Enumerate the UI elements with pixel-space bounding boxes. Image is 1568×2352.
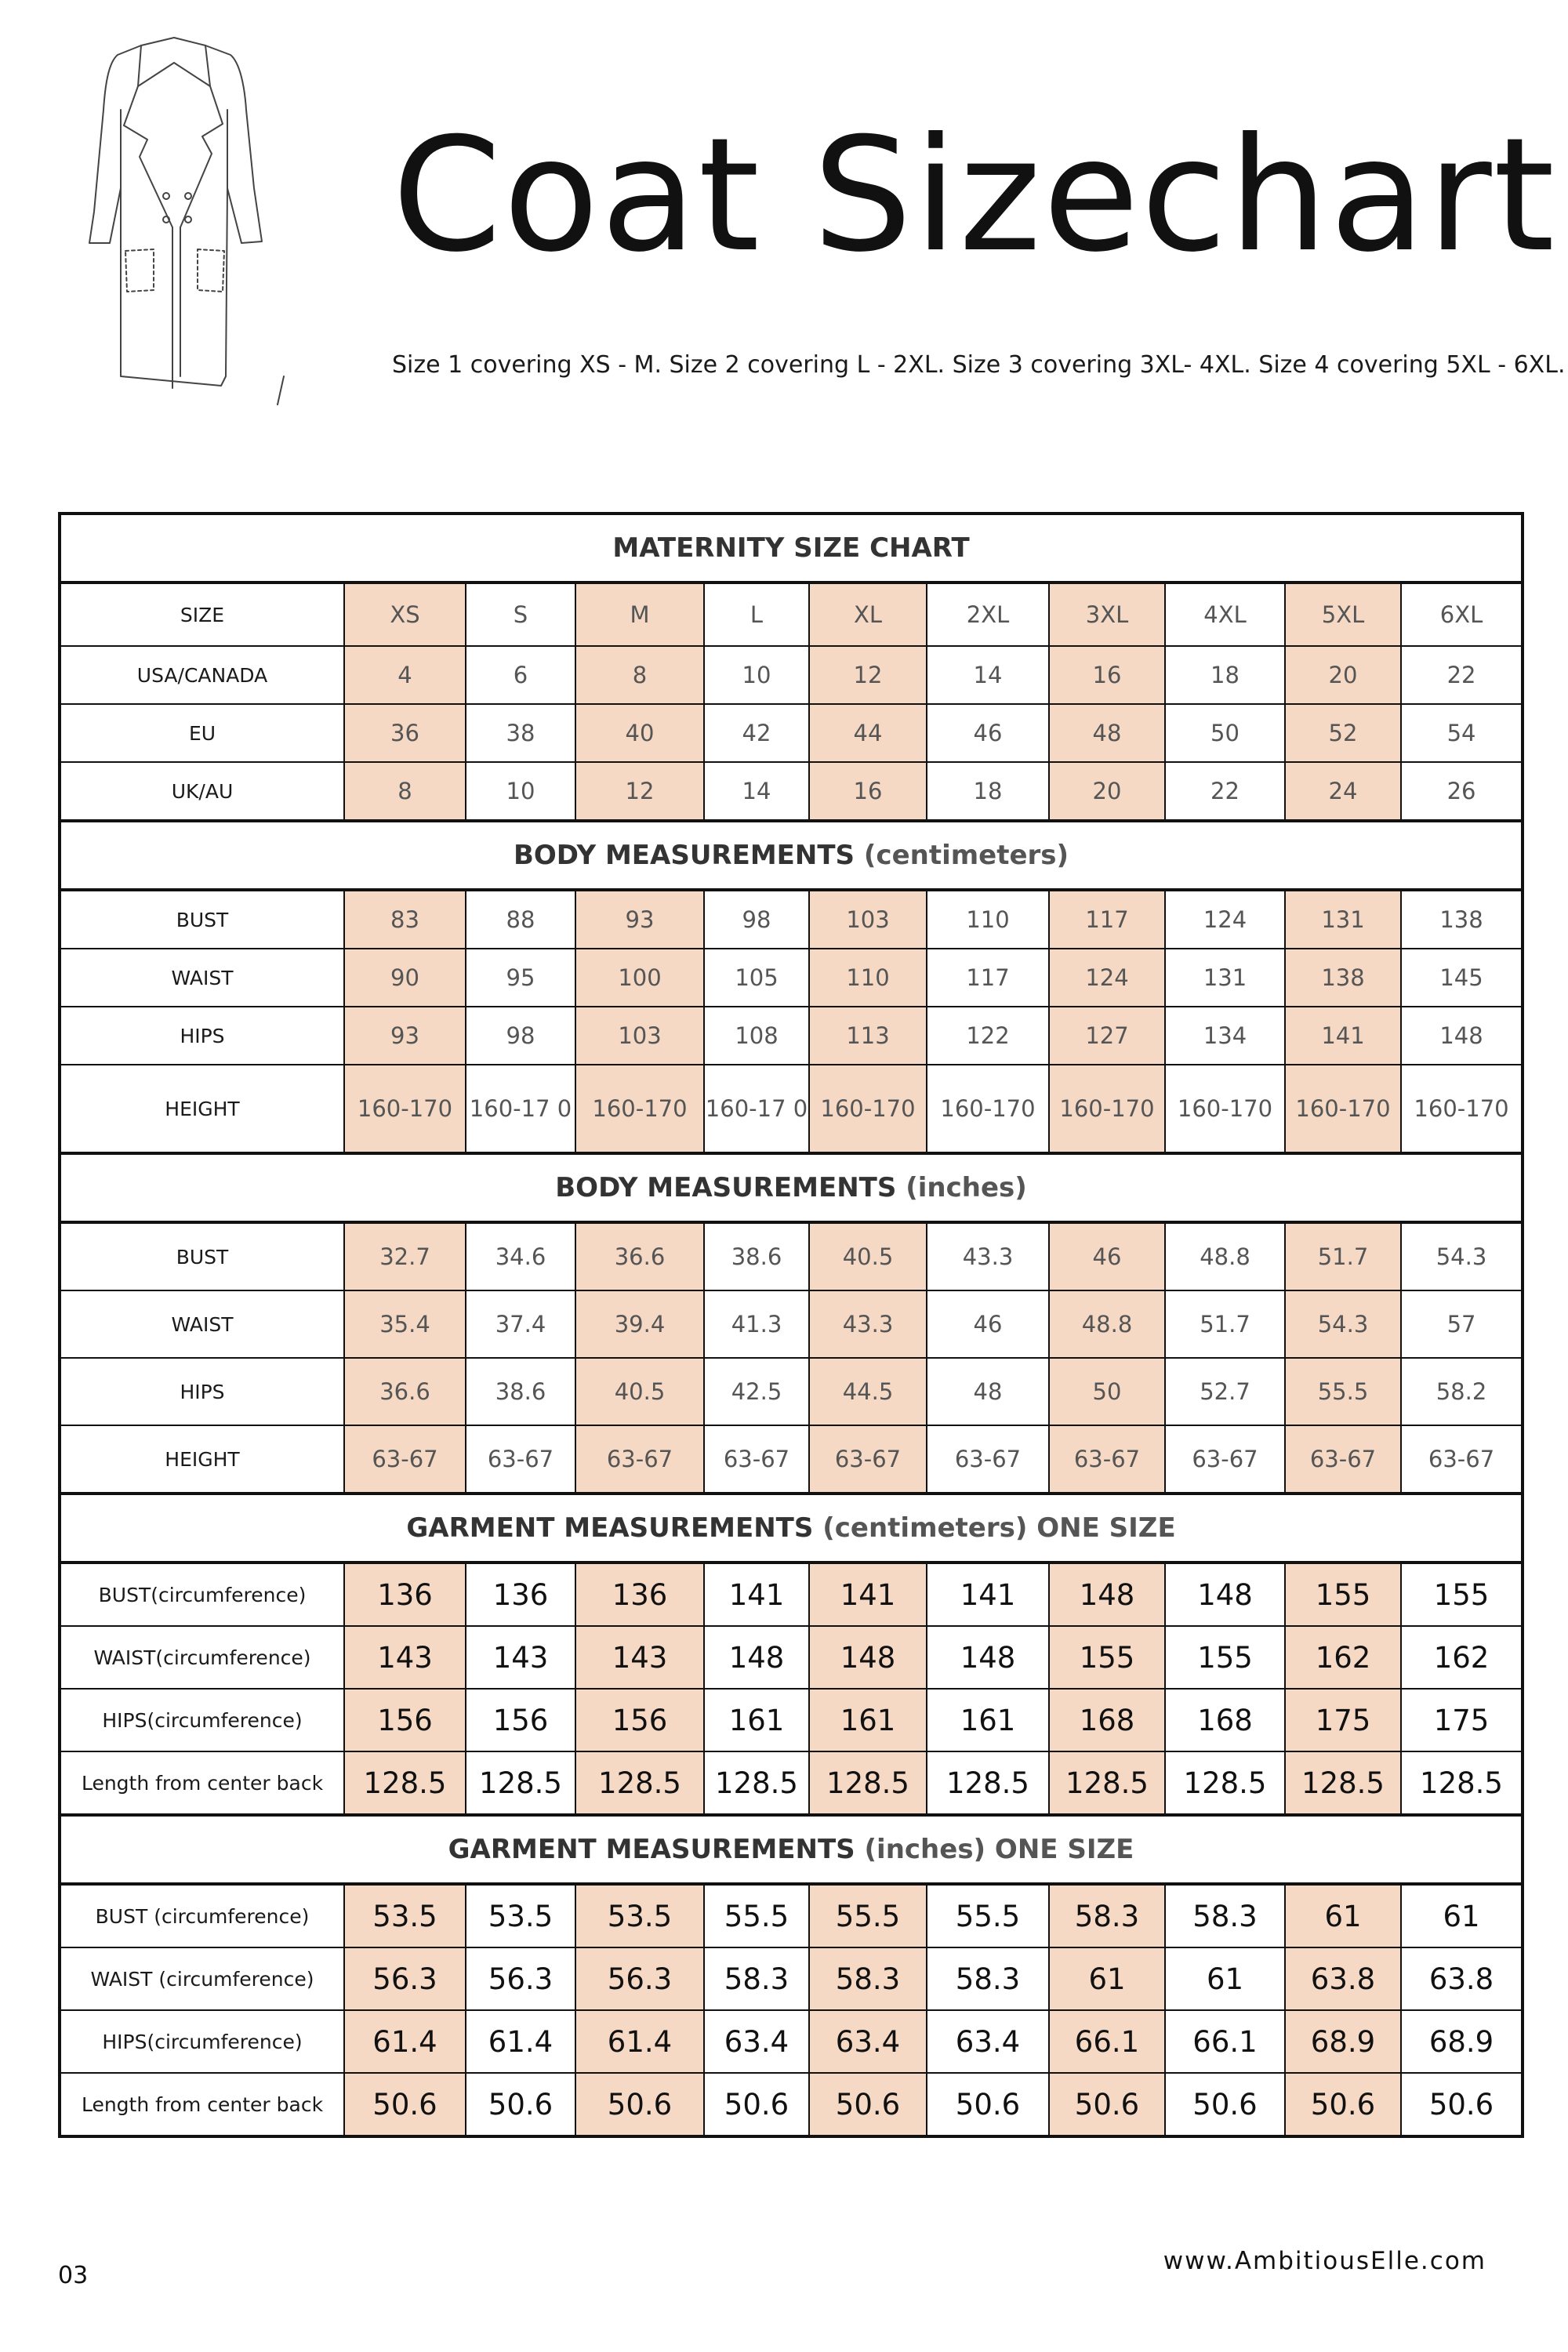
value-cell: 141: [927, 1563, 1049, 1626]
value-cell: 8: [575, 646, 704, 704]
value-cell: 63-67: [704, 1425, 809, 1494]
value-cell: 40: [575, 704, 704, 762]
value-cell: 148: [1165, 1563, 1285, 1626]
value-cell: 155: [1285, 1563, 1401, 1626]
value-cell: 20: [1049, 762, 1165, 821]
row-label: HIPS: [60, 1007, 344, 1065]
value-cell: 22: [1165, 762, 1285, 821]
value-cell: 55.5: [704, 1884, 809, 1947]
value-cell: 93: [344, 1007, 466, 1065]
section-title-unit: (inches) ONE SIZE: [864, 1834, 1134, 1865]
table-row: [60, 1065, 1523, 1153]
table-row: [60, 1222, 1523, 1290]
value-cell: 156: [344, 1689, 466, 1751]
value-cell: 3XL: [1049, 583, 1165, 646]
value-cell: 26: [1401, 762, 1523, 821]
value-cell: 6XL: [1401, 583, 1523, 646]
value-cell: 63-67: [1401, 1425, 1523, 1494]
table-row: [60, 1626, 1523, 1689]
value-cell: 143: [344, 1626, 466, 1689]
table-row: [60, 1689, 1523, 1751]
value-cell: 124: [1049, 949, 1165, 1007]
value-cell: 50.6: [1049, 2073, 1165, 2136]
row-label: WAIST (circumference): [60, 1947, 344, 2010]
value-cell: 175: [1401, 1689, 1523, 1751]
page-title: Coat Sizechart: [392, 104, 1557, 287]
value-cell: 61: [1285, 1884, 1401, 1947]
value-cell: 50.6: [704, 2073, 809, 2136]
section-title: MATERNITY SIZE CHART: [60, 514, 1523, 583]
section-header: [60, 1815, 1523, 1884]
value-cell: 63-67: [809, 1425, 927, 1494]
table-row: [60, 583, 1523, 646]
size-chart-table: [58, 512, 1524, 2138]
value-cell: 48.8: [1165, 1222, 1285, 1290]
coat-outline-icon: [49, 31, 299, 408]
row-label: BUST: [60, 1222, 344, 1290]
value-cell: 34.6: [466, 1222, 575, 1290]
section-header: [60, 1153, 1523, 1222]
value-cell: 162: [1401, 1626, 1523, 1689]
value-cell: 128.5: [927, 1751, 1049, 1815]
value-cell: 43.3: [809, 1290, 927, 1358]
value-cell: 148: [1401, 1007, 1523, 1065]
section-title-unit: (centimeters) ONE SIZE: [822, 1512, 1176, 1544]
value-cell: 39.4: [575, 1290, 704, 1358]
value-cell: 128.5: [1285, 1751, 1401, 1815]
value-cell: 2XL: [927, 583, 1049, 646]
value-cell: 42.5: [704, 1358, 809, 1425]
value-cell: 57: [1401, 1290, 1523, 1358]
value-cell: 36.6: [344, 1358, 466, 1425]
value-cell: 51.7: [1285, 1222, 1401, 1290]
value-cell: 46: [927, 1290, 1049, 1358]
value-cell: 98: [466, 1007, 575, 1065]
value-cell: 128.5: [344, 1751, 466, 1815]
value-cell: 50.6: [1401, 2073, 1523, 2136]
value-cell: 36.6: [575, 1222, 704, 1290]
value-cell: 160-170: [344, 1065, 466, 1153]
value-cell: 160-170: [809, 1065, 927, 1153]
table-row: [60, 1751, 1523, 1815]
value-cell: 61: [1401, 1884, 1523, 1947]
value-cell: 63.4: [927, 2010, 1049, 2073]
value-cell: 141: [704, 1563, 809, 1626]
row-label: WAIST: [60, 949, 344, 1007]
value-cell: 128.5: [1401, 1751, 1523, 1815]
value-cell: 50: [1049, 1358, 1165, 1425]
value-cell: S: [466, 583, 575, 646]
section-header: [60, 1494, 1523, 1563]
value-cell: 56.3: [344, 1947, 466, 2010]
value-cell: 53.5: [575, 1884, 704, 1947]
value-cell: 61.4: [575, 2010, 704, 2073]
value-cell: 55.5: [809, 1884, 927, 1947]
value-cell: 155: [1401, 1563, 1523, 1626]
value-cell: 54: [1401, 704, 1523, 762]
section-header: [60, 514, 1523, 583]
value-cell: 50.6: [927, 2073, 1049, 2136]
value-cell: 90: [344, 949, 466, 1007]
value-cell: 16: [809, 762, 927, 821]
table-row: [60, 1007, 1523, 1065]
value-cell: 58.3: [1165, 1884, 1285, 1947]
value-cell: 18: [1165, 646, 1285, 704]
value-cell: 161: [704, 1689, 809, 1751]
value-cell: 36: [344, 704, 466, 762]
value-cell: 124: [1165, 890, 1285, 949]
value-cell: 175: [1285, 1689, 1401, 1751]
value-cell: 148: [809, 1626, 927, 1689]
value-cell: 52: [1285, 704, 1401, 762]
value-cell: 44: [809, 704, 927, 762]
value-cell: 56.3: [466, 1947, 575, 2010]
value-cell: 128.5: [466, 1751, 575, 1815]
value-cell: 128.5: [704, 1751, 809, 1815]
row-label: SIZE: [60, 583, 344, 646]
value-cell: 162: [1285, 1626, 1401, 1689]
value-cell: 117: [927, 949, 1049, 1007]
value-cell: 38: [466, 704, 575, 762]
value-cell: 136: [344, 1563, 466, 1626]
value-cell: 14: [704, 762, 809, 821]
value-cell: 12: [575, 762, 704, 821]
value-cell: 160-170: [927, 1065, 1049, 1153]
value-cell: 63.4: [809, 2010, 927, 2073]
website-url: www.AmbitiousElle.com: [1163, 2247, 1486, 2275]
value-cell: 56.3: [575, 1947, 704, 2010]
value-cell: 143: [466, 1626, 575, 1689]
value-cell: 55.5: [1285, 1358, 1401, 1425]
value-cell: 148: [704, 1626, 809, 1689]
section-title-main: GARMENT MEASUREMENTS: [406, 1512, 814, 1544]
value-cell: 63-67: [344, 1425, 466, 1494]
table-row: [60, 646, 1523, 704]
value-cell: 43.3: [927, 1222, 1049, 1290]
section-title: [60, 1153, 1523, 1222]
table-row: [60, 1290, 1523, 1358]
value-cell: 141: [1285, 1007, 1401, 1065]
value-cell: M: [575, 583, 704, 646]
value-cell: 4XL: [1165, 583, 1285, 646]
value-cell: 161: [809, 1689, 927, 1751]
value-cell: 128.5: [809, 1751, 927, 1815]
value-cell: 61: [1049, 1947, 1165, 2010]
value-cell: 141: [809, 1563, 927, 1626]
value-cell: 53.5: [344, 1884, 466, 1947]
value-cell: 54.3: [1401, 1222, 1523, 1290]
table-row: [60, 1358, 1523, 1425]
section-title: [60, 1815, 1523, 1884]
value-cell: 40.5: [809, 1222, 927, 1290]
table-row: [60, 762, 1523, 821]
table-row: [60, 1884, 1523, 1947]
value-cell: 95: [466, 949, 575, 1007]
value-cell: 32.7: [344, 1222, 466, 1290]
row-label: BUST: [60, 890, 344, 949]
value-cell: 55.5: [927, 1884, 1049, 1947]
value-cell: 50.6: [344, 2073, 466, 2136]
value-cell: 61.4: [466, 2010, 575, 2073]
value-cell: 110: [809, 949, 927, 1007]
table-row: [60, 704, 1523, 762]
section-title: [60, 821, 1523, 890]
value-cell: 155: [1165, 1626, 1285, 1689]
section-title-main: BODY MEASUREMENTS: [513, 840, 855, 871]
section-title: [60, 1494, 1523, 1563]
value-cell: 50: [1165, 704, 1285, 762]
value-cell: 160-170: [1165, 1065, 1285, 1153]
value-cell: 50.6: [575, 2073, 704, 2136]
value-cell: 63-67: [466, 1425, 575, 1494]
value-cell: 58.3: [1049, 1884, 1165, 1947]
value-cell: XS: [344, 583, 466, 646]
value-cell: 100: [575, 949, 704, 1007]
value-cell: 155: [1049, 1626, 1165, 1689]
value-cell: 156: [466, 1689, 575, 1751]
value-cell: 20: [1285, 646, 1401, 704]
value-cell: 83: [344, 890, 466, 949]
value-cell: 110: [927, 890, 1049, 949]
value-cell: 160-17 0: [466, 1065, 575, 1153]
value-cell: 161: [927, 1689, 1049, 1751]
value-cell: 38.6: [704, 1222, 809, 1290]
value-cell: 54.3: [1285, 1290, 1401, 1358]
value-cell: 160-170: [1401, 1065, 1523, 1153]
value-cell: 63-67: [1049, 1425, 1165, 1494]
value-cell: 68.9: [1285, 2010, 1401, 2073]
value-cell: 63-67: [927, 1425, 1049, 1494]
value-cell: 103: [575, 1007, 704, 1065]
value-cell: 38.6: [466, 1358, 575, 1425]
row-label: UK/AU: [60, 762, 344, 821]
row-label: WAIST: [60, 1290, 344, 1358]
value-cell: 63-67: [1285, 1425, 1401, 1494]
value-cell: 63-67: [575, 1425, 704, 1494]
value-cell: 160-17 0: [704, 1065, 809, 1153]
value-cell: 156: [575, 1689, 704, 1751]
section-title-unit: (inches): [906, 1172, 1027, 1203]
page-number: 03: [58, 2262, 89, 2289]
value-cell: 40.5: [575, 1358, 704, 1425]
table-row: [60, 2010, 1523, 2073]
row-label: HIPS: [60, 1358, 344, 1425]
value-cell: 51.7: [1165, 1290, 1285, 1358]
value-cell: 127: [1049, 1007, 1165, 1065]
section-title-main: GARMENT MEASUREMENTS: [448, 1834, 855, 1865]
row-label: Length from center back: [60, 2073, 344, 2136]
value-cell: 4: [344, 646, 466, 704]
row-label: HEIGHT: [60, 1065, 344, 1153]
value-cell: 113: [809, 1007, 927, 1065]
value-cell: 50.6: [809, 2073, 927, 2136]
value-cell: XL: [809, 583, 927, 646]
value-cell: 138: [1401, 890, 1523, 949]
value-cell: 46: [1049, 1222, 1165, 1290]
table-row: [60, 1947, 1523, 2010]
value-cell: 50.6: [466, 2073, 575, 2136]
value-cell: 128.5: [1049, 1751, 1165, 1815]
value-cell: 35.4: [344, 1290, 466, 1358]
value-cell: 136: [466, 1563, 575, 1626]
value-cell: 117: [1049, 890, 1165, 949]
value-cell: 12: [809, 646, 927, 704]
value-cell: 98: [704, 890, 809, 949]
value-cell: 138: [1285, 949, 1401, 1007]
value-cell: 22: [1401, 646, 1523, 704]
value-cell: 48: [927, 1358, 1049, 1425]
value-cell: 61.4: [344, 2010, 466, 2073]
value-cell: 58.2: [1401, 1358, 1523, 1425]
row-label: BUST(circumference): [60, 1563, 344, 1626]
row-label: HIPS(circumference): [60, 1689, 344, 1751]
value-cell: 148: [1049, 1563, 1165, 1626]
table-row: [60, 1563, 1523, 1626]
value-cell: 58.3: [927, 1947, 1049, 2010]
value-cell: 50.6: [1165, 2073, 1285, 2136]
value-cell: 93: [575, 890, 704, 949]
value-cell: 16: [1049, 646, 1165, 704]
row-label: USA/CANADA: [60, 646, 344, 704]
row-label: HIPS(circumference): [60, 2010, 344, 2073]
value-cell: 63.8: [1401, 1947, 1523, 2010]
value-cell: 14: [927, 646, 1049, 704]
table-row: [60, 890, 1523, 949]
value-cell: 143: [575, 1626, 704, 1689]
value-cell: 6: [466, 646, 575, 704]
value-cell: L: [704, 583, 809, 646]
value-cell: 131: [1285, 890, 1401, 949]
value-cell: 66.1: [1165, 2010, 1285, 2073]
row-label: Length from center back: [60, 1751, 344, 1815]
section-title-main: BODY MEASUREMENTS: [555, 1172, 897, 1203]
value-cell: 50.6: [1285, 2073, 1401, 2136]
value-cell: 131: [1165, 949, 1285, 1007]
value-cell: 48: [1049, 704, 1165, 762]
value-cell: 24: [1285, 762, 1401, 821]
row-label: BUST (circumference): [60, 1884, 344, 1947]
value-cell: 37.4: [466, 1290, 575, 1358]
value-cell: 8: [344, 762, 466, 821]
value-cell: 48.8: [1049, 1290, 1165, 1358]
table-row: [60, 1425, 1523, 1494]
section-header: [60, 821, 1523, 890]
value-cell: 168: [1165, 1689, 1285, 1751]
value-cell: 58.3: [809, 1947, 927, 2010]
value-cell: 68.9: [1401, 2010, 1523, 2073]
row-label: HEIGHT: [60, 1425, 344, 1494]
value-cell: 53.5: [466, 1884, 575, 1947]
value-cell: 44.5: [809, 1358, 927, 1425]
value-cell: 66.1: [1049, 2010, 1165, 2073]
table-row: [60, 949, 1523, 1007]
table-row: [60, 2073, 1523, 2136]
value-cell: 46: [927, 704, 1049, 762]
value-cell: 160-170: [1049, 1065, 1165, 1153]
value-cell: 63.4: [704, 2010, 809, 2073]
section-title-unit: (centimeters): [863, 840, 1069, 871]
value-cell: 88: [466, 890, 575, 949]
value-cell: 10: [704, 646, 809, 704]
value-cell: 145: [1401, 949, 1523, 1007]
value-cell: 18: [927, 762, 1049, 821]
value-cell: 128.5: [575, 1751, 704, 1815]
value-cell: 108: [704, 1007, 809, 1065]
value-cell: 58.3: [704, 1947, 809, 2010]
value-cell: 63-67: [1165, 1425, 1285, 1494]
value-cell: 168: [1049, 1689, 1165, 1751]
value-cell: 122: [927, 1007, 1049, 1065]
value-cell: 61: [1165, 1947, 1285, 2010]
value-cell: 136: [575, 1563, 704, 1626]
value-cell: 10: [466, 762, 575, 821]
row-label: WAIST(circumference): [60, 1626, 344, 1689]
value-cell: 160-170: [575, 1065, 704, 1153]
row-label: EU: [60, 704, 344, 762]
value-cell: 42: [704, 704, 809, 762]
value-cell: 52.7: [1165, 1358, 1285, 1425]
value-cell: 103: [809, 890, 927, 949]
value-cell: 63.8: [1285, 1947, 1401, 2010]
value-cell: 41.3: [704, 1290, 809, 1358]
value-cell: 5XL: [1285, 583, 1401, 646]
value-cell: 105: [704, 949, 809, 1007]
subtitle: Size 1 covering XS - M. Size 2 covering L - 2XL. Size 3 covering 3XL- 4XL. Size 4 covering 5XL - 6XL.: [392, 351, 1566, 379]
value-cell: 160-170: [1285, 1065, 1401, 1153]
value-cell: 148: [927, 1626, 1049, 1689]
value-cell: 128.5: [1165, 1751, 1285, 1815]
value-cell: 134: [1165, 1007, 1285, 1065]
